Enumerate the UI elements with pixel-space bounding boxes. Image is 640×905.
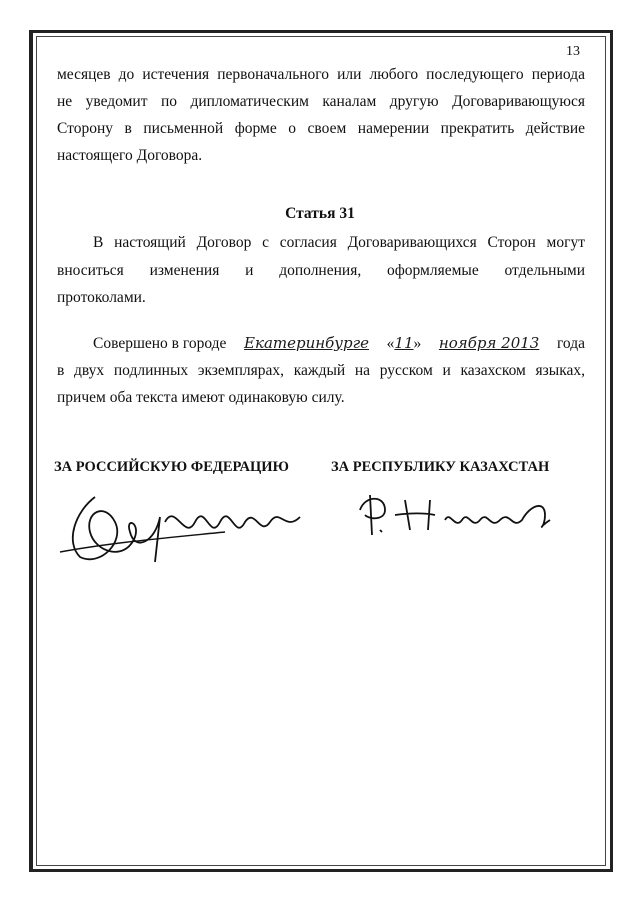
- quote-close: »: [413, 335, 422, 352]
- handwritten-city: Екатеринбурге: [244, 334, 370, 352]
- paragraph-line: протоколами.: [57, 289, 146, 306]
- closing-line-1: [93, 334, 585, 353]
- paragraph-line: В настоящий Договор с согласия Договаривающихся Сторон могут: [93, 234, 585, 251]
- closing-line-3: причем оба текста имеют одинаковую силу.: [57, 389, 345, 406]
- closing-prefix: Совершено в городе: [93, 335, 227, 352]
- paragraph-line: месяцев до истечения первоначального или любого последующего периода: [57, 66, 585, 83]
- handwritten-month-year: ноября 2013: [438, 334, 540, 352]
- paragraph-line: не уведомит по дипломатическим каналам другую Договаривающуюся: [57, 93, 585, 110]
- quote-open: «: [386, 335, 395, 352]
- signature-russia: [55, 482, 315, 572]
- signature-kazakhstan: [350, 485, 580, 545]
- paragraph-line: Сторону в письменной форме о своем намерении прекратить действие: [57, 120, 585, 137]
- page-number: 13: [566, 44, 580, 59]
- closing-suffix: года: [556, 335, 585, 352]
- signatory-russia: ЗА РОССИЙСКУЮ ФЕДЕРАЦИЮ: [54, 459, 289, 475]
- closing-line-2: в двух подлинных экземплярах, каждый на русском и казахском языках,: [57, 362, 585, 379]
- paragraph-line: настоящего Договора.: [57, 147, 203, 164]
- signatory-kazakhstan: ЗА РЕСПУБЛИКУ КАЗАХСТАН: [331, 459, 550, 475]
- article-title: Статья 31: [285, 205, 355, 222]
- paragraph-line: вноситься изменения и дополнения, оформляемые отдельными: [57, 262, 585, 279]
- handwritten-day: 11: [394, 334, 414, 352]
